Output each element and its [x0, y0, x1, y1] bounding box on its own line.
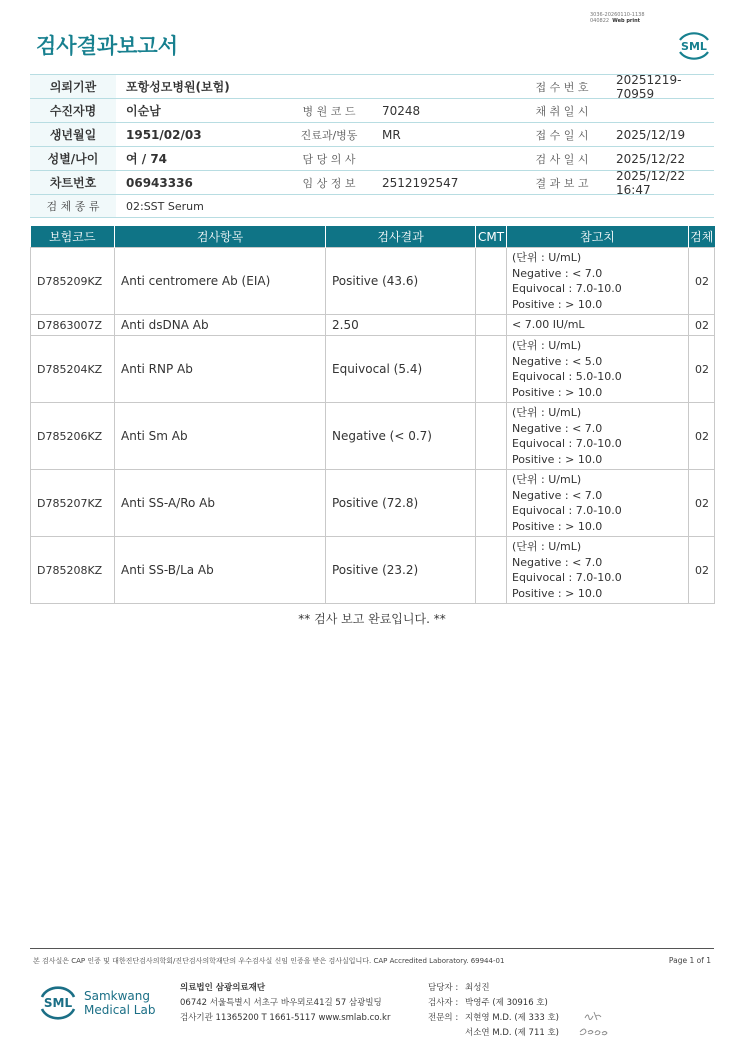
cell-code: D785209KZ: [31, 248, 115, 315]
brand-line1: Samkwang: [84, 989, 150, 1003]
info-value: 2512192547: [382, 175, 459, 190]
web-print-label: Web print: [612, 18, 641, 24]
staff-value: 서소연 M.D. (제 711 호): [465, 1028, 560, 1038]
cell-cmt: [476, 537, 507, 604]
info-value: 70248: [382, 103, 421, 118]
info-label: 접 수 번 호: [535, 80, 589, 94]
results-table: [30, 226, 715, 604]
info-label: 진료과/병동: [300, 128, 358, 142]
cell-result: Positive (72.8): [326, 470, 476, 537]
logo-text: SML: [681, 40, 707, 53]
table-row: [31, 336, 715, 403]
cell-specimen: 02: [689, 470, 715, 537]
info-label: 검 사 일 시: [535, 152, 589, 166]
organization-info: [180, 981, 390, 1026]
info-label: 채 취 일 시: [535, 104, 589, 118]
info-value: MR: [382, 127, 401, 142]
info-value: 1951/02/03: [126, 127, 202, 142]
report-complete-text: ** 검사 보고 완료입니다. **: [298, 612, 446, 626]
ref-line: (단위 : U/mL): [512, 406, 582, 419]
footer-divider: [30, 948, 714, 949]
cell-result: Positive (43.6): [326, 248, 476, 315]
staff-info: [428, 981, 559, 1041]
info-label: 병 원 코 드: [302, 104, 356, 118]
info-value: 2025/12/22: [616, 151, 686, 166]
col-header-cmt: CMT: [476, 226, 507, 248]
cell-specimen: 02: [689, 315, 715, 336]
cell-item: Anti Sm Ab: [115, 403, 326, 470]
patient-info-table: [30, 74, 714, 218]
ref-line: Positive : > 10.0: [512, 452, 603, 466]
table-row: [31, 248, 715, 315]
cell-code: D785208KZ: [31, 537, 115, 604]
table-row: [31, 315, 715, 336]
info-value: 이순남: [126, 104, 161, 118]
cell-reference: [507, 315, 689, 336]
ref-line: Positive : > 10.0: [512, 586, 603, 600]
info-label: 임 상 정 보: [302, 176, 356, 190]
cell-result: Negative (< 0.7): [326, 403, 476, 470]
ref-line: Negative : < 7.0: [512, 555, 603, 569]
info-row: [30, 147, 714, 171]
org-address: 06742 서울특별시 서초구 바우뫼로41길 57 삼광빌딩: [180, 998, 382, 1008]
ref-line: (단위 : U/mL): [512, 339, 582, 352]
info-value: 20251219-70959: [616, 72, 682, 101]
brand-line2: Medical Lab: [84, 1003, 156, 1017]
staff-label: 전문의 :: [428, 1013, 459, 1023]
brand-name: [84, 989, 155, 1017]
info-value: 06943336: [126, 175, 193, 190]
page-title: 검사결과보고서: [36, 34, 179, 58]
cell-item: Anti centromere Ab (EIA): [115, 248, 326, 315]
cell-cmt: [476, 403, 507, 470]
staff-label: 검사자 :: [428, 998, 459, 1008]
cell-cmt: [476, 248, 507, 315]
cell-code: D785207KZ: [31, 470, 115, 537]
ref-line: Negative : < 7.0: [512, 421, 603, 435]
info-row: [30, 74, 714, 99]
staff-label: 담당자 :: [428, 983, 459, 993]
col-header-specimen: 검체: [689, 226, 715, 248]
staff-value: 박영주 (제 30916 호): [465, 998, 548, 1008]
print-id: [590, 12, 660, 24]
cell-specimen: 02: [689, 336, 715, 403]
specimen-type-label: 검 체 종 류: [30, 195, 116, 217]
cell-result: Positive (23.2): [326, 537, 476, 604]
ref-line: (단위 : U/mL): [512, 251, 582, 264]
cell-code: D785206KZ: [31, 403, 115, 470]
info-row: [30, 168, 714, 197]
info-label: 의뢰기관: [30, 75, 116, 98]
specimen-type-value: 02:SST Serum: [126, 199, 204, 213]
sml-logo-icon: [674, 26, 714, 64]
ref-line: Negative : < 5.0: [512, 354, 603, 368]
ref-line: Equivocal : 7.0-10.0: [512, 437, 622, 450]
staff-value: 지현영 M.D. (제 333 호): [465, 1013, 560, 1023]
sml-footer-logo-icon: [36, 982, 80, 1022]
info-label: 생년월일: [30, 123, 116, 146]
cell-reference: [507, 470, 689, 537]
info-label: 접 수 일 시: [535, 128, 589, 142]
staff-row: [428, 981, 559, 996]
print-id-line1: 3036-20260110-1138: [590, 12, 645, 18]
info-label: 담 당 의 사: [302, 152, 356, 166]
cell-item: Anti SS-A/Ro Ab: [115, 470, 326, 537]
cell-result: 2.50: [326, 315, 476, 336]
info-row: [30, 123, 714, 147]
cell-specimen: 02: [689, 537, 715, 604]
staff-row: [428, 1011, 559, 1026]
cell-cmt: [476, 336, 507, 403]
ref-line: Positive : > 10.0: [512, 519, 603, 533]
ref-line: < 7.00 IU/mL: [512, 318, 585, 332]
page-number: Page 1 of 1: [668, 956, 711, 965]
table-row: [31, 537, 715, 604]
col-header-item: 검사항목: [115, 226, 326, 248]
print-id-line2: 040822: [590, 18, 610, 24]
ref-line: Equivocal : 7.0-10.0: [512, 282, 622, 295]
info-label: 결 과 보 고: [535, 176, 589, 190]
ref-line: (단위 : U/mL): [512, 473, 582, 486]
cell-reference: [507, 336, 689, 403]
col-header-result: 검사결과: [326, 226, 476, 248]
col-header-reference: 참고치: [507, 226, 689, 248]
staff-row: [428, 1026, 559, 1041]
ref-line: Negative : < 7.0: [512, 266, 603, 280]
accreditation-notice: 본 검사실은 CAP 인증 및 대한진단검사의학회/진단검사의학재단의 우수검사실 신임 인증을 받은 검사실입니다. CAP Accredited Laboratory. 69944-01: [33, 957, 505, 965]
cell-item: Anti RNP Ab: [115, 336, 326, 403]
info-value: 여 / 74: [126, 152, 168, 166]
staff-value: 최성진: [465, 983, 490, 993]
info-label: 차트번호: [30, 171, 116, 194]
cell-result: Equivocal (5.4): [326, 336, 476, 403]
ref-line: Positive : > 10.0: [512, 297, 603, 311]
info-value: 2025/12/22 16:47: [616, 168, 686, 197]
results-header-row: [31, 226, 715, 248]
info-label: 성별/나이: [30, 147, 116, 170]
signature-icon: [576, 1008, 616, 1042]
cell-code: D7863007Z: [31, 315, 115, 336]
staff-label: [428, 1026, 465, 1041]
info-row: [30, 99, 714, 123]
cell-item: Anti SS-B/La Ab: [115, 537, 326, 604]
info-row-specimen: [30, 195, 714, 218]
cell-cmt: [476, 315, 507, 336]
cell-cmt: [476, 470, 507, 537]
ref-line: Equivocal : 5.0-10.0: [512, 370, 622, 383]
table-row: [31, 403, 715, 470]
ref-line: Positive : > 10.0: [512, 385, 603, 399]
table-row: [31, 470, 715, 537]
org-contact: 검사기관 11365200 T 1661-5117 www.smlab.co.kr: [180, 1013, 391, 1023]
info-label: 수진자명: [30, 99, 116, 122]
org-name: 의료법인 삼광의료재단: [180, 983, 266, 993]
ref-line: Equivocal : 7.0-10.0: [512, 571, 622, 584]
cell-specimen: 02: [689, 403, 715, 470]
staff-row: [428, 996, 559, 1011]
ref-line: (단위 : U/mL): [512, 540, 582, 553]
cell-item: Anti dsDNA Ab: [115, 315, 326, 336]
cell-reference: [507, 537, 689, 604]
footer-logo-text: SML: [43, 996, 73, 1010]
ref-line: Equivocal : 7.0-10.0: [512, 504, 622, 517]
ref-line: Negative : < 7.0: [512, 488, 603, 502]
cell-specimen: 02: [689, 248, 715, 315]
cell-code: D785204KZ: [31, 336, 115, 403]
cell-reference: [507, 248, 689, 315]
cell-reference: [507, 403, 689, 470]
info-value: 2025/12/19: [616, 127, 686, 142]
col-header-code: 보험코드: [31, 226, 115, 248]
info-value: 포항성모병원(보험): [126, 80, 230, 94]
